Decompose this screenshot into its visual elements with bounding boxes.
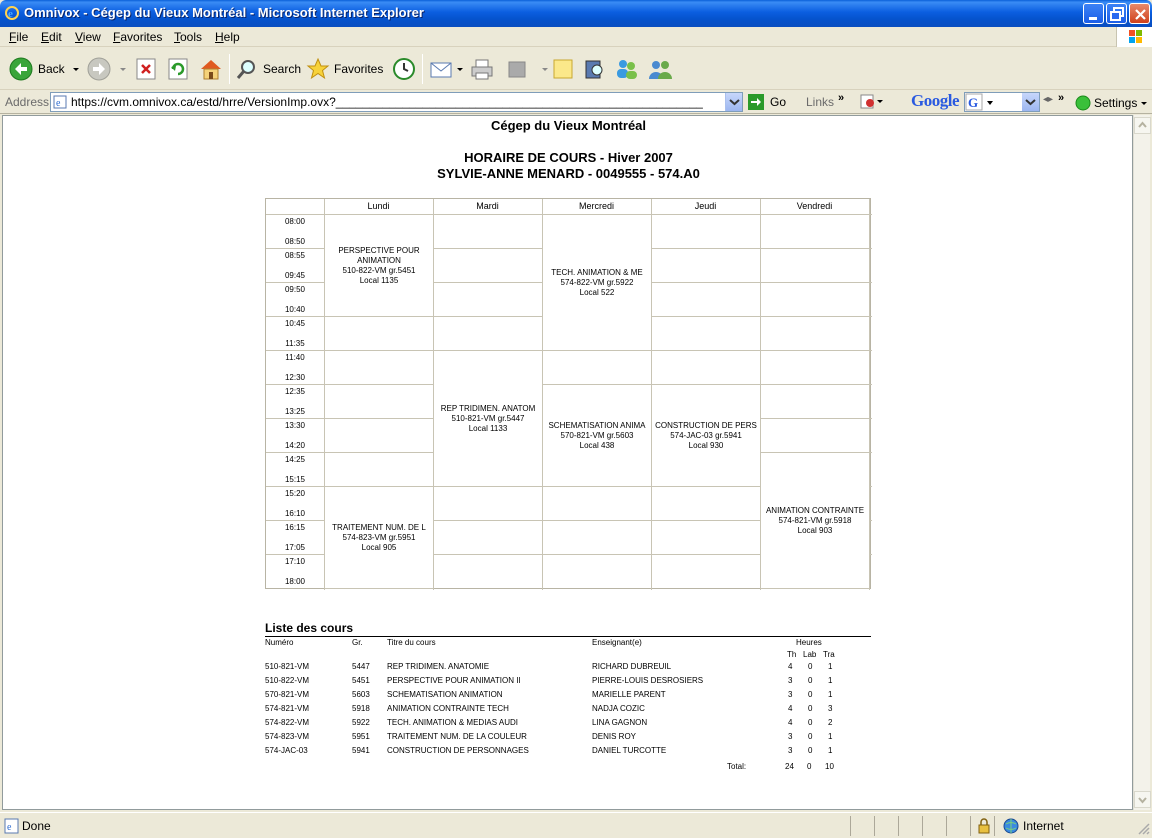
edit-page-icon: [506, 58, 528, 80]
course-lab: 0: [808, 732, 813, 741]
messenger-icon: [614, 57, 640, 81]
printer-icon: [469, 57, 495, 81]
course-teacher: PIERRE-LOUIS DESROSIERS: [592, 676, 704, 685]
settings-label: Settings: [1094, 96, 1138, 110]
chevron-down-icon: [540, 64, 550, 74]
go-label: Go: [770, 95, 787, 109]
course-teacher: LINA GAGNON: [592, 718, 648, 727]
resize-grip-icon[interactable]: [1136, 821, 1150, 835]
google-expand-icon[interactable]: »: [1058, 92, 1065, 104]
school-name: Cégep du Vieux Montréal: [490, 118, 647, 133]
course-title: TECH. ANIMATION & MEDIAS AUDI: [387, 718, 518, 727]
day-header-mardi: Mardi: [476, 201, 499, 211]
people-icon: [647, 57, 673, 81]
page-viewport: [2, 115, 1133, 810]
time-start: 12:35: [284, 387, 306, 396]
course-block-text: Local 905: [361, 542, 397, 552]
print-button[interactable]: [469, 55, 495, 83]
course-block[interactable]: [542, 384, 652, 487]
chevron-down-icon: [455, 64, 465, 74]
course-list-rule: [265, 636, 871, 637]
course-block[interactable]: [760, 452, 870, 589]
toolbar-separator: [422, 54, 423, 84]
contacts-button[interactable]: [647, 55, 673, 83]
course-tra: 1: [828, 690, 833, 699]
course-block[interactable]: [542, 214, 652, 351]
course-number: 574-821-VM: [265, 704, 310, 713]
course-title: PERSPECTIVE POUR ANIMATION II: [387, 676, 521, 685]
home-button[interactable]: [198, 55, 224, 83]
note-icon: [551, 57, 575, 81]
refresh-icon: [167, 57, 189, 81]
time-start: 14:25: [284, 455, 306, 464]
time-end: 16:10: [284, 509, 306, 518]
research-button[interactable]: [582, 55, 606, 83]
search-button[interactable]: [235, 55, 301, 83]
forward-arrow-icon: [86, 56, 112, 82]
time-end: 08:50: [284, 237, 306, 246]
course-block-text: Local 903: [797, 525, 833, 535]
page-icon: [53, 95, 68, 109]
menu-bar: [0, 27, 1152, 47]
total-lab: 0: [807, 762, 812, 771]
total-tra: 10: [825, 762, 834, 771]
time-end: 09:45: [284, 271, 306, 280]
course-block[interactable]: [324, 214, 434, 317]
close-button[interactable]: [1129, 3, 1150, 24]
course-tra: 1: [828, 746, 833, 755]
google-g-icon: [965, 93, 985, 111]
address-url: https://cvm.omnivox.ca/estd/hrre/VersionImp.ovx?_______________________________________________________: [71, 95, 703, 109]
course-tra: 1: [828, 732, 833, 741]
green-orb-icon: [1075, 95, 1091, 111]
course-group: 5451: [352, 676, 370, 685]
course-block-text: Local 930: [688, 440, 724, 450]
chevron-down-icon: [985, 98, 995, 108]
time-start: 13:30: [284, 421, 306, 430]
chevron-down-icon: [1139, 98, 1149, 108]
favorites-label: Favorites: [334, 62, 384, 76]
time-start: 15:20: [284, 489, 306, 498]
search-icon: [235, 57, 259, 81]
time-end: 14:20: [284, 441, 306, 450]
time-end: 17:05: [284, 543, 306, 552]
course-number: 570-821-VM: [265, 690, 310, 699]
menu-edit[interactable]: Edit: [41, 30, 62, 44]
home-icon: [198, 57, 224, 81]
mail-icon: [429, 58, 453, 80]
course-title: CONSTRUCTION DE PERSONNAGES: [387, 746, 529, 755]
chevron-up-icon: [1135, 118, 1150, 133]
course-teacher: DENIS ROY: [592, 732, 637, 741]
address-dropdown[interactable]: [725, 93, 742, 111]
restore-icon: [1107, 4, 1128, 25]
windows-flag-icon: [1116, 27, 1152, 47]
chevron-down-icon: [71, 64, 81, 74]
course-block-text: 570-821-VM gr.5603: [560, 430, 634, 440]
window-title: Omnivox - Cégep du Vieux Montréal - Microsoft Internet Explorer: [24, 5, 424, 20]
col-header-tra: Tra: [823, 650, 835, 659]
time-end: 10:40: [284, 305, 306, 314]
back-label: Back: [38, 62, 65, 76]
toolbar-separator: [229, 54, 230, 84]
course-block-text: 574-823-VM gr.5951: [342, 532, 416, 542]
menu-view[interactable]: View: [75, 30, 101, 44]
day-header-vendredi: Vendredi: [796, 201, 833, 211]
chevron-down-icon: [118, 64, 128, 74]
address-bar: [0, 90, 1152, 114]
forward-button[interactable]: [86, 55, 128, 83]
course-th: 3: [788, 676, 793, 685]
menu-tools[interactable]: Tools: [174, 30, 203, 44]
menu-file[interactable]: File: [9, 30, 29, 44]
col-header-lab: Lab: [803, 650, 817, 659]
google-dropdown[interactable]: [1022, 93, 1039, 111]
course-block-text: ANIMATION CONTRAINTE: [765, 505, 865, 515]
go-button[interactable]: [748, 94, 786, 110]
course-block-text: Local 1135: [359, 275, 399, 285]
course-lab: 0: [808, 690, 813, 699]
svg-text:e: e: [7, 822, 12, 833]
schedule-grid: [265, 198, 871, 589]
time-end: 15:15: [284, 475, 306, 484]
chevron-down-icon: [1135, 792, 1150, 807]
stop-button[interactable]: [135, 55, 157, 83]
zone-label: Internet: [1023, 819, 1064, 833]
course-block[interactable]: [651, 384, 761, 487]
svg-text:e: e: [8, 8, 13, 20]
course-block-text: 574-821-VM gr.5918: [778, 515, 852, 525]
col-header-gr: Gr.: [352, 638, 363, 647]
address-input[interactable]: [50, 92, 743, 112]
minimize-icon: [1084, 4, 1105, 25]
course-group: 5951: [352, 732, 370, 741]
course-number: 510-821-VM: [265, 662, 310, 671]
course-tra: 1: [828, 662, 833, 671]
go-arrow-icon: [748, 94, 764, 110]
toolbar-options-icon[interactable]: [860, 94, 886, 110]
time-start: 10:45: [284, 319, 306, 328]
svg-text:e: e: [56, 98, 61, 109]
course-th: 3: [788, 690, 793, 699]
course-title: ANIMATION CONTRAINTE TECH: [387, 704, 509, 713]
course-th: 4: [788, 718, 793, 727]
lock-icon: [977, 818, 991, 834]
globe-icon: [1003, 818, 1019, 834]
course-number: 574-822-VM: [265, 718, 310, 727]
status-bar: [0, 812, 1152, 838]
course-teacher: DANIEL TURCOTTE: [592, 746, 667, 755]
google-search-input[interactable]: [964, 92, 1040, 112]
history-button[interactable]: [391, 55, 417, 83]
course-number: 574-JAC-03: [265, 746, 308, 755]
favorites-button[interactable]: [306, 55, 383, 83]
course-teacher: NADJA COZIC: [592, 704, 645, 713]
links-label[interactable]: Links: [806, 95, 835, 109]
course-block-text: PERSPECTIVE POUR: [338, 245, 420, 255]
course-lab: 0: [808, 746, 813, 755]
course-block-text: REP TRIDIMEN. ANATOM: [440, 403, 536, 413]
course-group: 5603: [352, 690, 370, 699]
course-group: 5918: [352, 704, 370, 713]
time-end: 11:35: [285, 339, 305, 348]
course-block-text: Local 1133: [468, 423, 508, 433]
student-info: SYLVIE-ANNE MENARD - 0049555 - 574.A0: [437, 166, 700, 181]
scroll-down-button[interactable]: [1134, 791, 1151, 808]
course-group: 5447: [352, 662, 370, 671]
course-teacher: MARIELLE PARENT: [592, 690, 666, 699]
time-end: 12:30: [284, 373, 306, 382]
course-title: TRAITEMENT NUM. DE LA COULEUR: [387, 732, 527, 741]
total-th: 24: [785, 762, 794, 771]
course-title: SCHEMATISATION ANIMATION: [387, 690, 503, 699]
course-tra: 2: [828, 718, 833, 727]
course-block-text: 574-JAC-03 gr.5941: [670, 430, 742, 440]
back-arrow-icon: [8, 56, 34, 82]
close-icon: [1130, 4, 1151, 25]
time-end: 13:25: [284, 407, 306, 416]
col-header-enseignant: Enseignant(e): [592, 638, 642, 647]
google-logo: Google: [911, 91, 959, 110]
course-block-text: TECH. ANIMATION & ME: [551, 267, 643, 277]
address-label: Address: [5, 95, 50, 109]
course-lab: 0: [808, 662, 813, 671]
standard-toolbar: [0, 48, 1152, 90]
day-header-jeudi: Jeudi: [694, 201, 717, 211]
settings-button[interactable]: [1075, 95, 1149, 111]
course-number: 510-822-VM: [265, 676, 310, 685]
svg-text:G: G: [968, 95, 979, 110]
research-book-icon: [582, 57, 606, 81]
course-block[interactable]: [324, 486, 434, 589]
course-block[interactable]: [433, 350, 543, 487]
discuss-button[interactable]: [551, 55, 575, 83]
course-block-text: 510-821-VM gr.5447: [451, 413, 525, 423]
course-tra: 3: [828, 704, 833, 713]
course-block-text: 510-822-VM gr.5451: [342, 265, 416, 275]
course-block-text: 574-822-VM gr.5922: [560, 277, 634, 287]
col-header-heures: Heures: [796, 638, 822, 647]
star-icon: [306, 57, 330, 81]
back-button[interactable]: [8, 55, 81, 83]
day-header-mercredi: Mercredi: [578, 201, 614, 211]
google-resize-icon[interactable]: ◂▸: [1043, 94, 1054, 105]
course-block-text: Local 522: [579, 287, 615, 297]
time-start: 11:40: [285, 353, 305, 362]
course-group: 5922: [352, 718, 370, 727]
menu-favorites[interactable]: Favorites: [113, 30, 163, 44]
course-list-title: Liste des cours: [265, 621, 354, 635]
status-text: Done: [22, 819, 51, 833]
edit-button[interactable]: [506, 55, 550, 83]
course-block-text: Local 438: [579, 440, 615, 450]
menu-help[interactable]: Help: [215, 30, 240, 44]
course-teacher: RICHARD DUBREUIL: [592, 662, 672, 671]
title-bar: [0, 0, 1152, 27]
course-th: 4: [788, 662, 793, 671]
col-header-numero: Numéro: [265, 638, 294, 647]
vertical-scrollbar[interactable]: [1133, 115, 1150, 810]
total-label: Total:: [727, 762, 747, 771]
course-block-text: SCHEMATISATION ANIMA: [548, 420, 646, 430]
stop-icon: [135, 57, 157, 81]
course-tra: 1: [828, 676, 833, 685]
chevron-down-icon: [1022, 93, 1039, 111]
time-end: 18:00: [284, 577, 306, 586]
course-title: REP TRIDIMEN. ANATOMIE: [387, 662, 490, 671]
course-th: 4: [788, 704, 793, 713]
maximize-button[interactable]: [1106, 3, 1127, 24]
course-block-text: CONSTRUCTION DE PERS: [655, 420, 757, 430]
chevron-down-icon: [726, 93, 743, 111]
course-th: 3: [788, 746, 793, 755]
time-start: 08:55: [284, 251, 306, 260]
refresh-button[interactable]: [167, 55, 189, 83]
time-start: 17:10: [284, 557, 306, 566]
col-header-titre: Titre du cours: [387, 638, 436, 647]
schedule-title: HORAIRE DE COURS - Hiver 2007: [464, 150, 673, 165]
day-header-lundi: Lundi: [367, 201, 390, 211]
mail-button[interactable]: [429, 55, 465, 83]
course-th: 3: [788, 732, 793, 741]
ie-logo-icon: [4, 5, 20, 21]
minimize-button[interactable]: [1083, 3, 1104, 24]
messenger-button[interactable]: [614, 55, 640, 83]
course-number: 574-823-VM: [265, 732, 310, 741]
time-start: 09:50: [284, 285, 306, 294]
course-lab: 0: [808, 704, 813, 713]
course-lab: 0: [808, 718, 813, 727]
course-block-text: TRAITEMENT NUM. DE L: [332, 522, 426, 532]
time-start: 08:00: [284, 217, 306, 226]
time-start: 16:15: [284, 523, 306, 532]
links-expand-icon[interactable]: »: [838, 92, 845, 104]
course-lab: 0: [808, 676, 813, 685]
scroll-up-button[interactable]: [1134, 117, 1151, 134]
history-icon: [391, 56, 417, 82]
course-block-text: ANIMATION: [357, 255, 401, 265]
course-group: 5941: [352, 746, 370, 755]
search-label: Search: [263, 62, 302, 76]
col-header-th: Th: [787, 650, 797, 659]
page-done-icon: [4, 818, 20, 834]
